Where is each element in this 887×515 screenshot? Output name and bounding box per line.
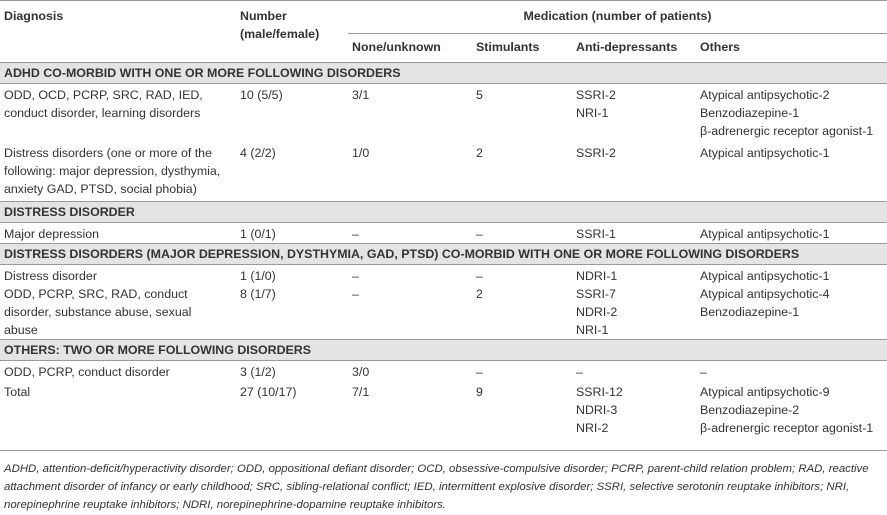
table-bottom-rule — [0, 450, 887, 451]
cell-diagnosis — [0, 285, 236, 340]
header-number-line1: Number — [240, 9, 287, 23]
cell-others — [696, 285, 887, 340]
header-number — [236, 1, 348, 63]
cell-none: – — [352, 287, 359, 301]
antidep-line: SSRI-2 — [576, 88, 616, 102]
section-row — [0, 202, 887, 223]
header-row-1 — [0, 1, 887, 34]
cell-diagnosis: Major depression — [4, 227, 100, 241]
others-line: β-adrenergic receptor agonist-1 — [700, 421, 874, 435]
antidep-line: NRI-1 — [576, 323, 609, 337]
others-line: Atypical antipsychotic-4 — [700, 287, 830, 301]
cell-none: 3/0 — [352, 365, 370, 379]
cell-none: – — [352, 227, 359, 241]
header-antidepressants: Anti-depressants — [572, 34, 696, 63]
diag-line: conduct disorder, learning disorders — [4, 106, 201, 120]
diag-line: ODD, OCD, PCRP, SRC, RAD, IED, — [4, 88, 203, 102]
header-others: Others — [696, 34, 887, 63]
header-stimulants: Stimulants — [472, 34, 572, 63]
header-none: None/unknown — [348, 34, 472, 63]
cell-diagnosis: Total — [4, 385, 31, 399]
cell-number: 1 (1/0) — [240, 269, 276, 283]
antidep-line: NRI-2 — [576, 421, 609, 435]
table-row — [0, 265, 887, 286]
diag-line: abuse — [4, 323, 38, 337]
cell-stimulants: 5 — [476, 88, 483, 102]
cell-diagnosis — [0, 140, 236, 202]
cell-antidep: – — [576, 365, 583, 379]
others-line: Benzodiazepine-1 — [700, 305, 800, 319]
cell-diagnosis: ODD, PCRP, conduct disorder — [4, 365, 170, 379]
cell-number: 3 (1/2) — [240, 365, 276, 379]
header-medication: Medication (number of patients) — [523, 9, 712, 23]
diag-line: anxiety GAD, PTSD, social phobia) — [4, 182, 197, 196]
cell-antidep: NDRI-1 — [576, 269, 618, 283]
cell-antidep — [572, 140, 696, 202]
cell-number: 1 (0/1) — [240, 227, 276, 241]
cell-others: – — [700, 365, 707, 379]
cell-others: Atypical antipsychotic-1 — [700, 227, 830, 241]
section-row — [0, 244, 887, 265]
cell-others — [696, 140, 887, 202]
diag-line: disorder, substance abuse, sexual — [4, 305, 192, 319]
cell-none: – — [352, 269, 359, 283]
antidep-line: SSRI-2 — [576, 146, 616, 160]
cell-none: 1/0 — [352, 146, 370, 160]
cell-stimulants: 2 — [476, 146, 483, 160]
cell-stimulants: – — [476, 269, 483, 283]
others-line: Atypical antipsychotic-2 — [700, 88, 830, 102]
table-row — [0, 223, 887, 244]
others-line: Benzodiazepine-2 — [700, 403, 800, 417]
cell-antidep: SSRI-1 — [576, 227, 616, 241]
others-line: Atypical antipsychotic-9 — [700, 385, 830, 399]
others-line: β-adrenergic receptor agonist-1 — [700, 124, 874, 138]
others-line: Atypical antipsychotic-1 — [700, 146, 830, 160]
table-row — [0, 140, 887, 202]
cell-stimulants: 9 — [476, 385, 483, 399]
cell-stimulants: 2 — [476, 287, 483, 301]
others-line: Benzodiazepine-1 — [700, 106, 800, 120]
footnote: ADHD, attention-deficit/hyperactivity disorder; ODD, oppositional defiant disorder; OCD, obsessive-compulsive disorder; PCRP, parent-child relation problem; RAD, reactive attachment disorder of infancy or early childhood; SRC, sibling-relational conflict; IED, intermittent explosive disorder; SSRI, selective serotonin reuptake inhibitors; NRI, norepinephrine reuptake inhibitors; NDRI, norepinephrine-dopamine reuptake inhibitors. — [4, 463, 869, 511]
cell-others — [696, 381, 887, 437]
header-diagnosis: Diagnosis — [4, 9, 64, 23]
diag-line: following: major depression, dysthymia, — [4, 164, 221, 178]
cell-none: 7/1 — [352, 385, 370, 399]
antidep-line: SSRI-12 — [576, 385, 623, 399]
antidep-line: SSRI-7 — [576, 287, 616, 301]
section-row — [0, 63, 887, 84]
table-row — [0, 84, 887, 141]
antidep-line: NDRI-3 — [576, 403, 618, 417]
table-row — [0, 361, 887, 382]
cell-number: 4 (2/2) — [240, 146, 276, 160]
header-number-line2: (male/female) — [240, 27, 320, 41]
section-label: DISTRESS DISORDERS (MAJOR DEPRESSION, DYSTHYMIA, GAD, PTSD) CO-MORBID WITH ONE OR MORE FOLLOWING DISORDERS — [0, 244, 887, 265]
cell-stimulants: – — [476, 365, 483, 379]
diag-line: ODD, PCRP, SRC, RAD, conduct — [4, 287, 188, 301]
cell-antidep — [572, 285, 696, 340]
diag-line: Distress disorders (one or more of the — [4, 146, 212, 160]
antidep-line: NRI-1 — [576, 106, 609, 120]
cell-others: Atypical antipsychotic-1 — [700, 269, 830, 283]
cell-others — [696, 84, 887, 141]
antidep-line: NDRI-2 — [576, 305, 618, 319]
section-label: ADHD CO-MORBID WITH ONE OR MORE FOLLOWING DISORDERS — [0, 63, 887, 84]
cell-diagnosis: Distress disorder — [4, 269, 97, 283]
cell-number: 27 (10/17) — [240, 385, 297, 399]
table-row — [0, 285, 887, 340]
table-row — [0, 381, 887, 437]
section-label: DISTRESS DISORDER — [0, 202, 887, 223]
cell-stimulants: – — [476, 227, 483, 241]
section-label: OTHERS: TWO OR MORE FOLLOWING DISORDERS — [0, 340, 887, 361]
cell-number: 8 (1/7) — [240, 287, 276, 301]
cell-diagnosis — [0, 84, 236, 141]
cell-antidep — [572, 381, 696, 437]
cell-antidep — [572, 84, 696, 141]
section-row — [0, 340, 887, 361]
cell-number: 10 (5/5) — [240, 88, 283, 102]
cell-none: 3/1 — [352, 88, 370, 102]
